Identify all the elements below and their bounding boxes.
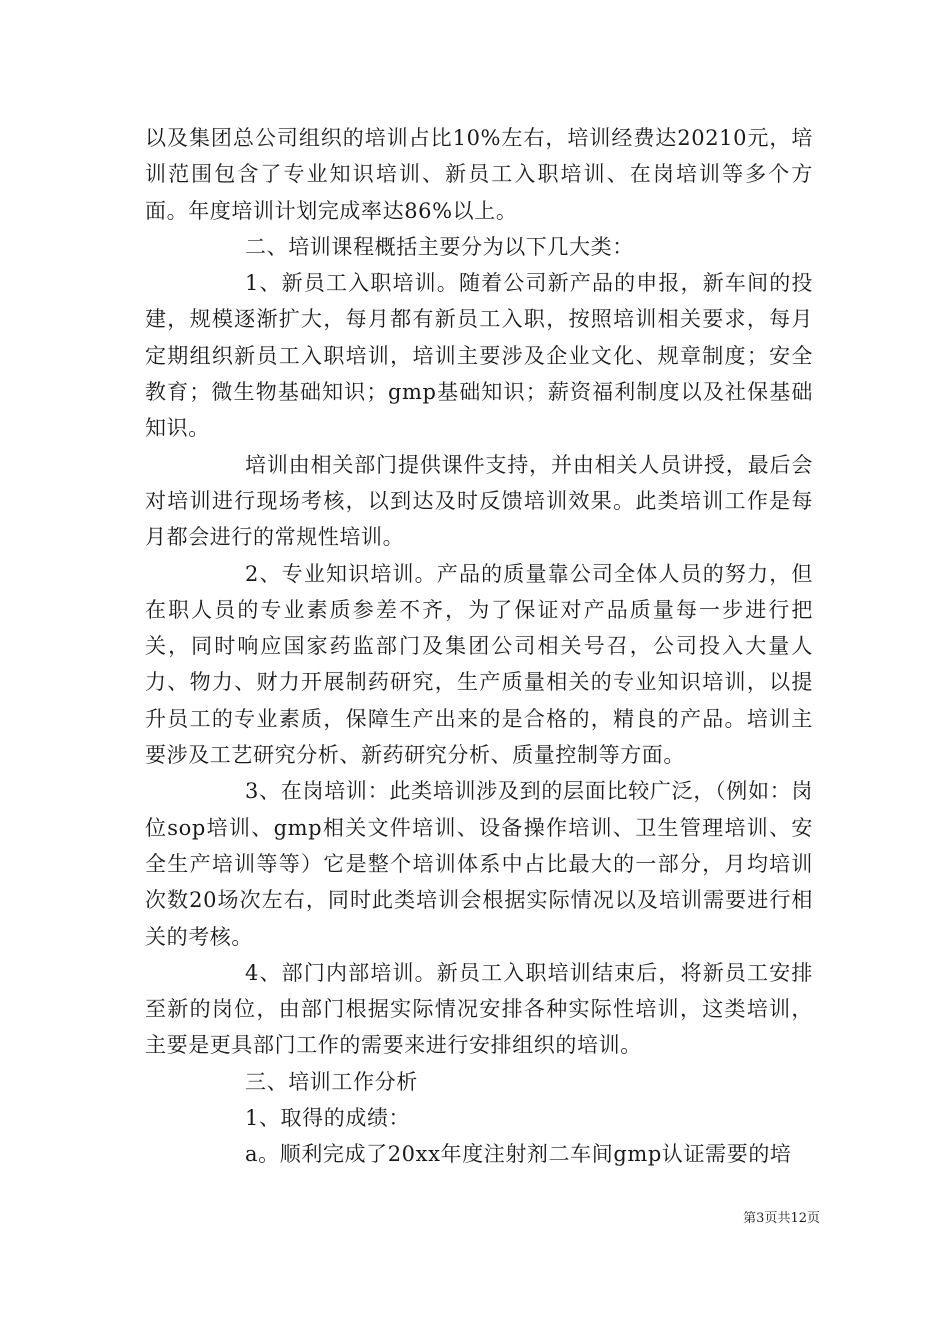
paragraph-training-overview: 以及集团总公司组织的培训占比10%左右，培训经费达20210元，培训范围包含了专业知识培训、新员工入职培训、在岗培训等多个方面。年度培训计划完成率达86%以上。 bbox=[145, 126, 813, 223]
paragraph-department-training: 4、部门内部培训。新员工入职培训结束后，将新员工安排至新的岗位，由部门根据实际情况安排各种实际性培训，这类培训，主要是更具部门工作的需要来进行安排组织的培训。 bbox=[145, 960, 813, 1058]
document-body bbox=[145, 120, 813, 1173]
paragraph-courseware-support: 培训由相关部门提供课件支持，并由相关人员讲授，最后会对培训进行现场考核，以到达及时反馈培训效果。此类培训工作是每月都会进行的常规性培训。 bbox=[145, 452, 813, 550]
heading-achievements: 1、取得的成绩： bbox=[245, 1106, 411, 1131]
paragraph-new-employee-training: 1、新员工入职培训。随着公司新产品的申报，新车间的投建，规模逐渐扩大，每月都有新员工入职，按照培训相关要求，每月定期组织新员工入职培训，培训主要涉及企业文化、规章制度；安全教育；微生物基础知识；gmp基础知识；薪资福利制度以及社保基础知识。 bbox=[145, 271, 813, 441]
paragraph-professional-training: 2、专业知识培训。产品的质量靠公司全体人员的努力，但在职人员的专业素质参差不齐，为了保证对产品质量每一步进行把关，同时响应国家药监部门及集团公司相关号召，公司投入大量人力、物力、财力开展制药研究，生产质量相关的专业知识培训，以提升员工的专业素质，保障生产出来的是合格的，精良的产品。培训主要涉及工艺研究分析、新药研究分析、质量控制等方面。 bbox=[145, 561, 813, 768]
paragraph-on-job-training: 3、在岗培训：此类培训涉及到的层面比较广泛，（例如：岗位sop培训、gmp相关文件培训、设备操作培训、卫生管理培训、安全生产培训等等）它是整个培训体系中占比最大的一部分，月均培训次数20场次左右，同时此类培训会根据实际情况以及培训需要进行相关的考核。 bbox=[145, 779, 813, 949]
heading-training-courses: 二、培训课程概括主要分为以下几大类： bbox=[245, 234, 634, 259]
paragraph-achievement-a: a。顺利完成了20xx年度注射剂二车间gmp认证需要的培 bbox=[245, 1142, 792, 1167]
page-number-footer: 第3页共12页 bbox=[743, 1211, 820, 1226]
heading-training-analysis: 三、培训工作分析 bbox=[245, 1069, 418, 1094]
